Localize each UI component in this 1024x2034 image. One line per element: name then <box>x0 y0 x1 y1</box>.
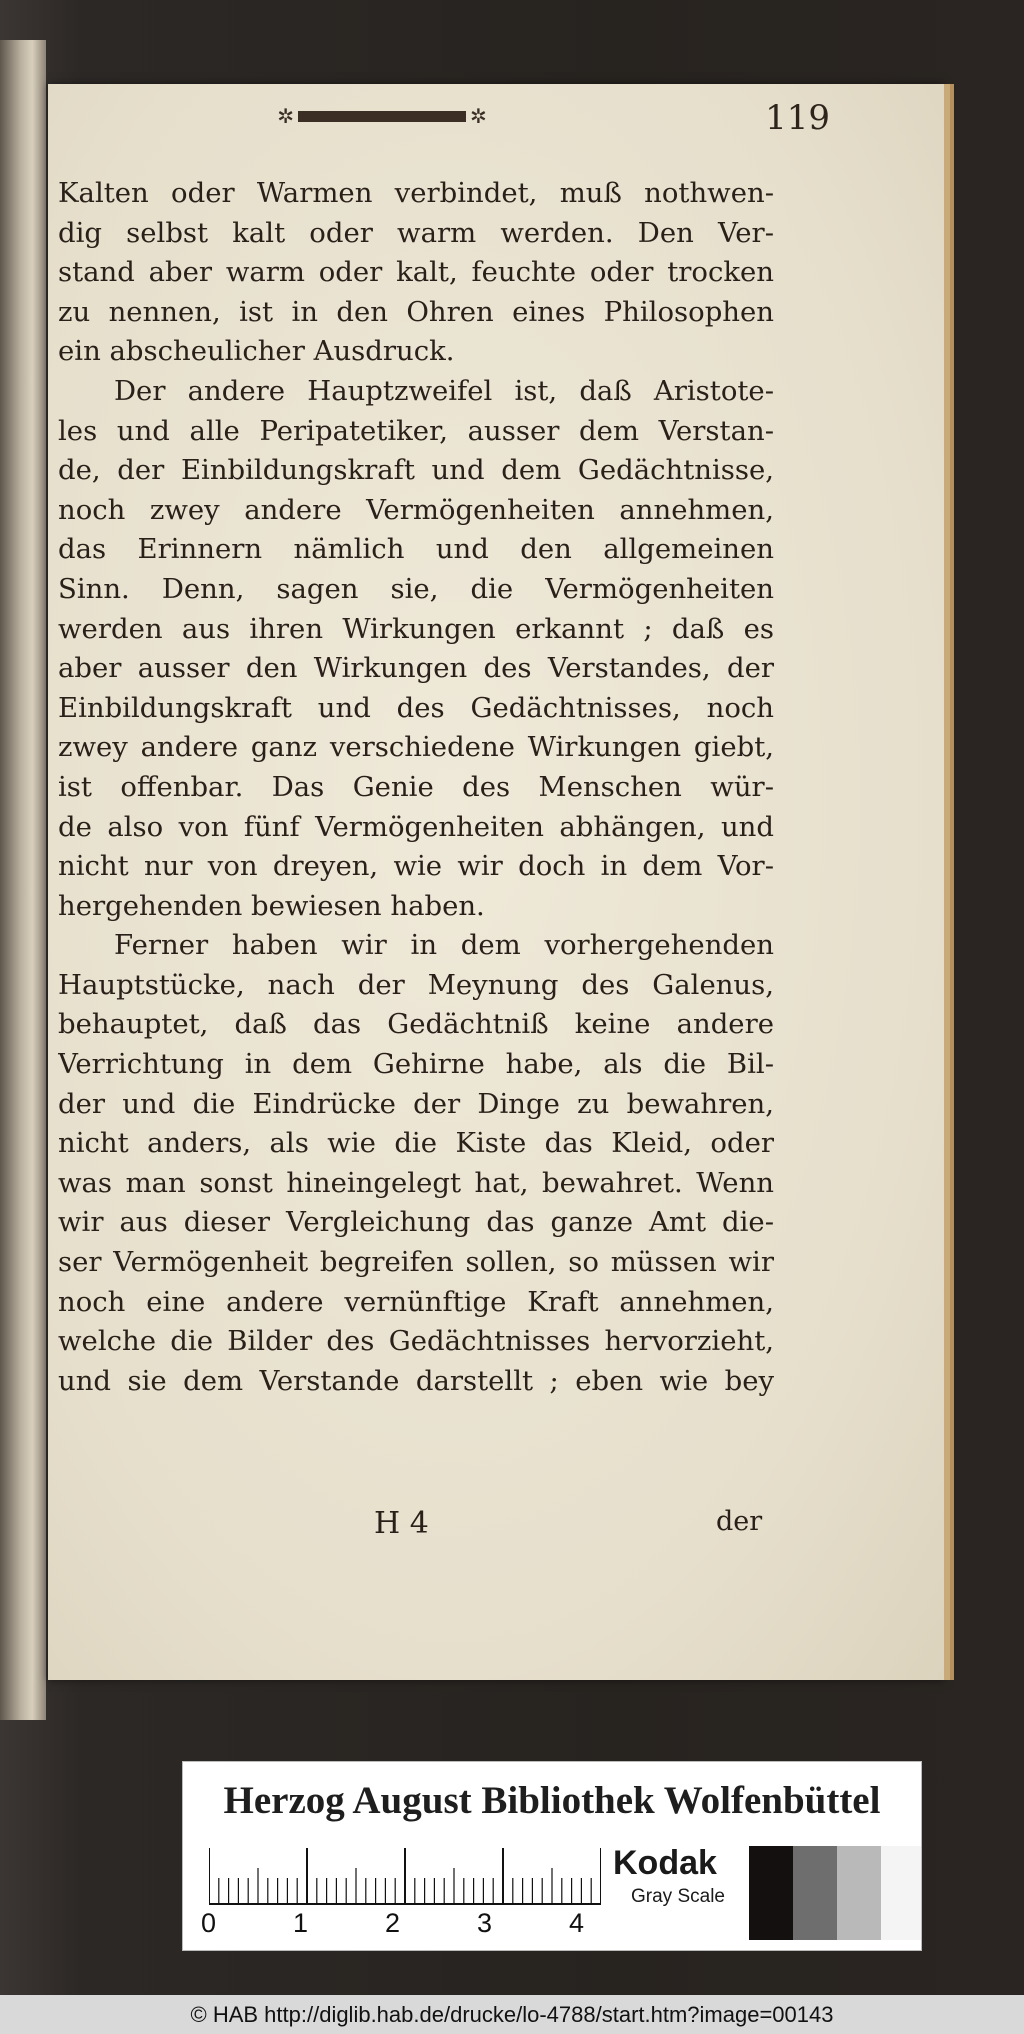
gray-patch <box>793 1846 837 1940</box>
text-line: Verrichtung in dem Gehirne habe, als die Bil- <box>58 1048 774 1081</box>
gray-patch <box>837 1846 881 1940</box>
catchword: der <box>716 1506 763 1537</box>
text-line: aber ausser den Wirkungen des Verstandes, der <box>58 652 774 685</box>
text-line: was man sonst hineingelegt hat, bewahret. Wenn <box>58 1166 774 1199</box>
ruler-number: 4 <box>569 1908 585 1938</box>
ruler-number: 3 <box>477 1908 493 1938</box>
ornament-star-right: ✲ <box>470 104 487 128</box>
text-line: welche die Bilder des Gedächtnisses hervorzieht, <box>58 1325 774 1358</box>
left-page-edge <box>0 40 46 1720</box>
ruler-number: 1 <box>293 1908 309 1938</box>
text-line: Einbildungskraft und des Gedächtnisses, noch <box>58 691 774 724</box>
header-ornament <box>272 106 492 126</box>
text-line: nicht anders, als wie die Kiste das Kleid, oder <box>58 1127 774 1160</box>
text-line: noch zwey andere Vermögenheiten annehmen, <box>58 493 774 526</box>
gray-scale-patches <box>749 1846 921 1940</box>
text-line: de also von fünf Vermögenheiten abhängen, und <box>58 810 774 843</box>
ruler-numbers <box>201 1908 621 1938</box>
text-line: noch eine andere vernünftige Kraft annehmen, <box>58 1285 774 1318</box>
text-line: Kalten oder Warmen verbindet, muß nothwen- <box>58 177 774 209</box>
text-line: Hauptstücke, nach der Meynung des Galenus, <box>58 968 774 1001</box>
text-line: zu nennen, ist in den Ohren eines Philosophen <box>58 295 774 328</box>
text-line: behauptet, daß das Gedächtniß keine andere <box>58 1008 774 1041</box>
text-line: zwey andere ganz verschiedene Wirkungen giebt, <box>58 731 774 764</box>
text-line: hergehenden bewiesen haben. <box>58 889 485 922</box>
page-text <box>58 174 774 1401</box>
text-line: und sie dem Verstande darstellt ; eben wie bey <box>58 1364 774 1397</box>
gray-patch <box>881 1846 921 1940</box>
measurement-ruler <box>209 1848 601 1906</box>
gray-scale-label: Gray Scale <box>631 1886 725 1907</box>
ornament-rule <box>298 111 466 122</box>
text-line: Der andere Hauptzweifel ist, daß Aristote- <box>114 374 774 407</box>
text-line: ein abscheulicher Ausdruck. <box>58 335 455 368</box>
text-line: de, der Einbildungskraft und dem Gedächtnisse, <box>58 454 774 487</box>
ruler-number: 0 <box>201 1908 217 1938</box>
text-line: der und die Eindrücke der Dinge zu bewahren, <box>58 1087 774 1120</box>
text-line: werden aus ihren Wirkungen erkannt ; daß es <box>58 612 774 645</box>
ruler-number: 2 <box>385 1908 401 1938</box>
credit-bar: © HAB http://diglib.hab.de/drucke/lo-4788/start.htm?image=00143 <box>0 1995 1024 2034</box>
page-number: 119 <box>765 98 830 138</box>
gray-patch <box>749 1846 793 1940</box>
text-line: Sinn. Denn, sagen sie, die Vermögenheiten <box>58 572 774 605</box>
library-color-card <box>183 1762 921 1950</box>
library-name: Herzog August Bibliothek Wolfenbüttel <box>223 1779 881 1822</box>
text-line: Ferner haben wir in dem vorhergehenden <box>114 929 774 962</box>
text-line: ist offenbar. Das Genie des Menschen wür- <box>58 770 774 803</box>
text-line: das Erinnern nämlich und den allgemeinen <box>58 533 774 566</box>
text-line: dig selbst kalt oder warm werden. Den Ver- <box>58 216 774 249</box>
text-line: ser Vermögenheit begreifen sollen, so müssen wir <box>58 1246 774 1279</box>
text-line: wir aus dieser Vergleichung das ganze Amt die- <box>58 1206 774 1239</box>
text-line: les und alle Peripatetiker, ausser dem Verstan- <box>58 414 774 447</box>
ornament-star-left: ✲ <box>277 104 294 128</box>
text-line: stand aber warm oder kalt, feuchte oder trocken <box>58 256 774 289</box>
kodak-logo: Kodak <box>613 1844 717 1882</box>
text-line: nicht nur von dreyen, wie wir doch in dem Vor- <box>58 850 774 883</box>
signature-mark: H 4 <box>374 1506 429 1541</box>
